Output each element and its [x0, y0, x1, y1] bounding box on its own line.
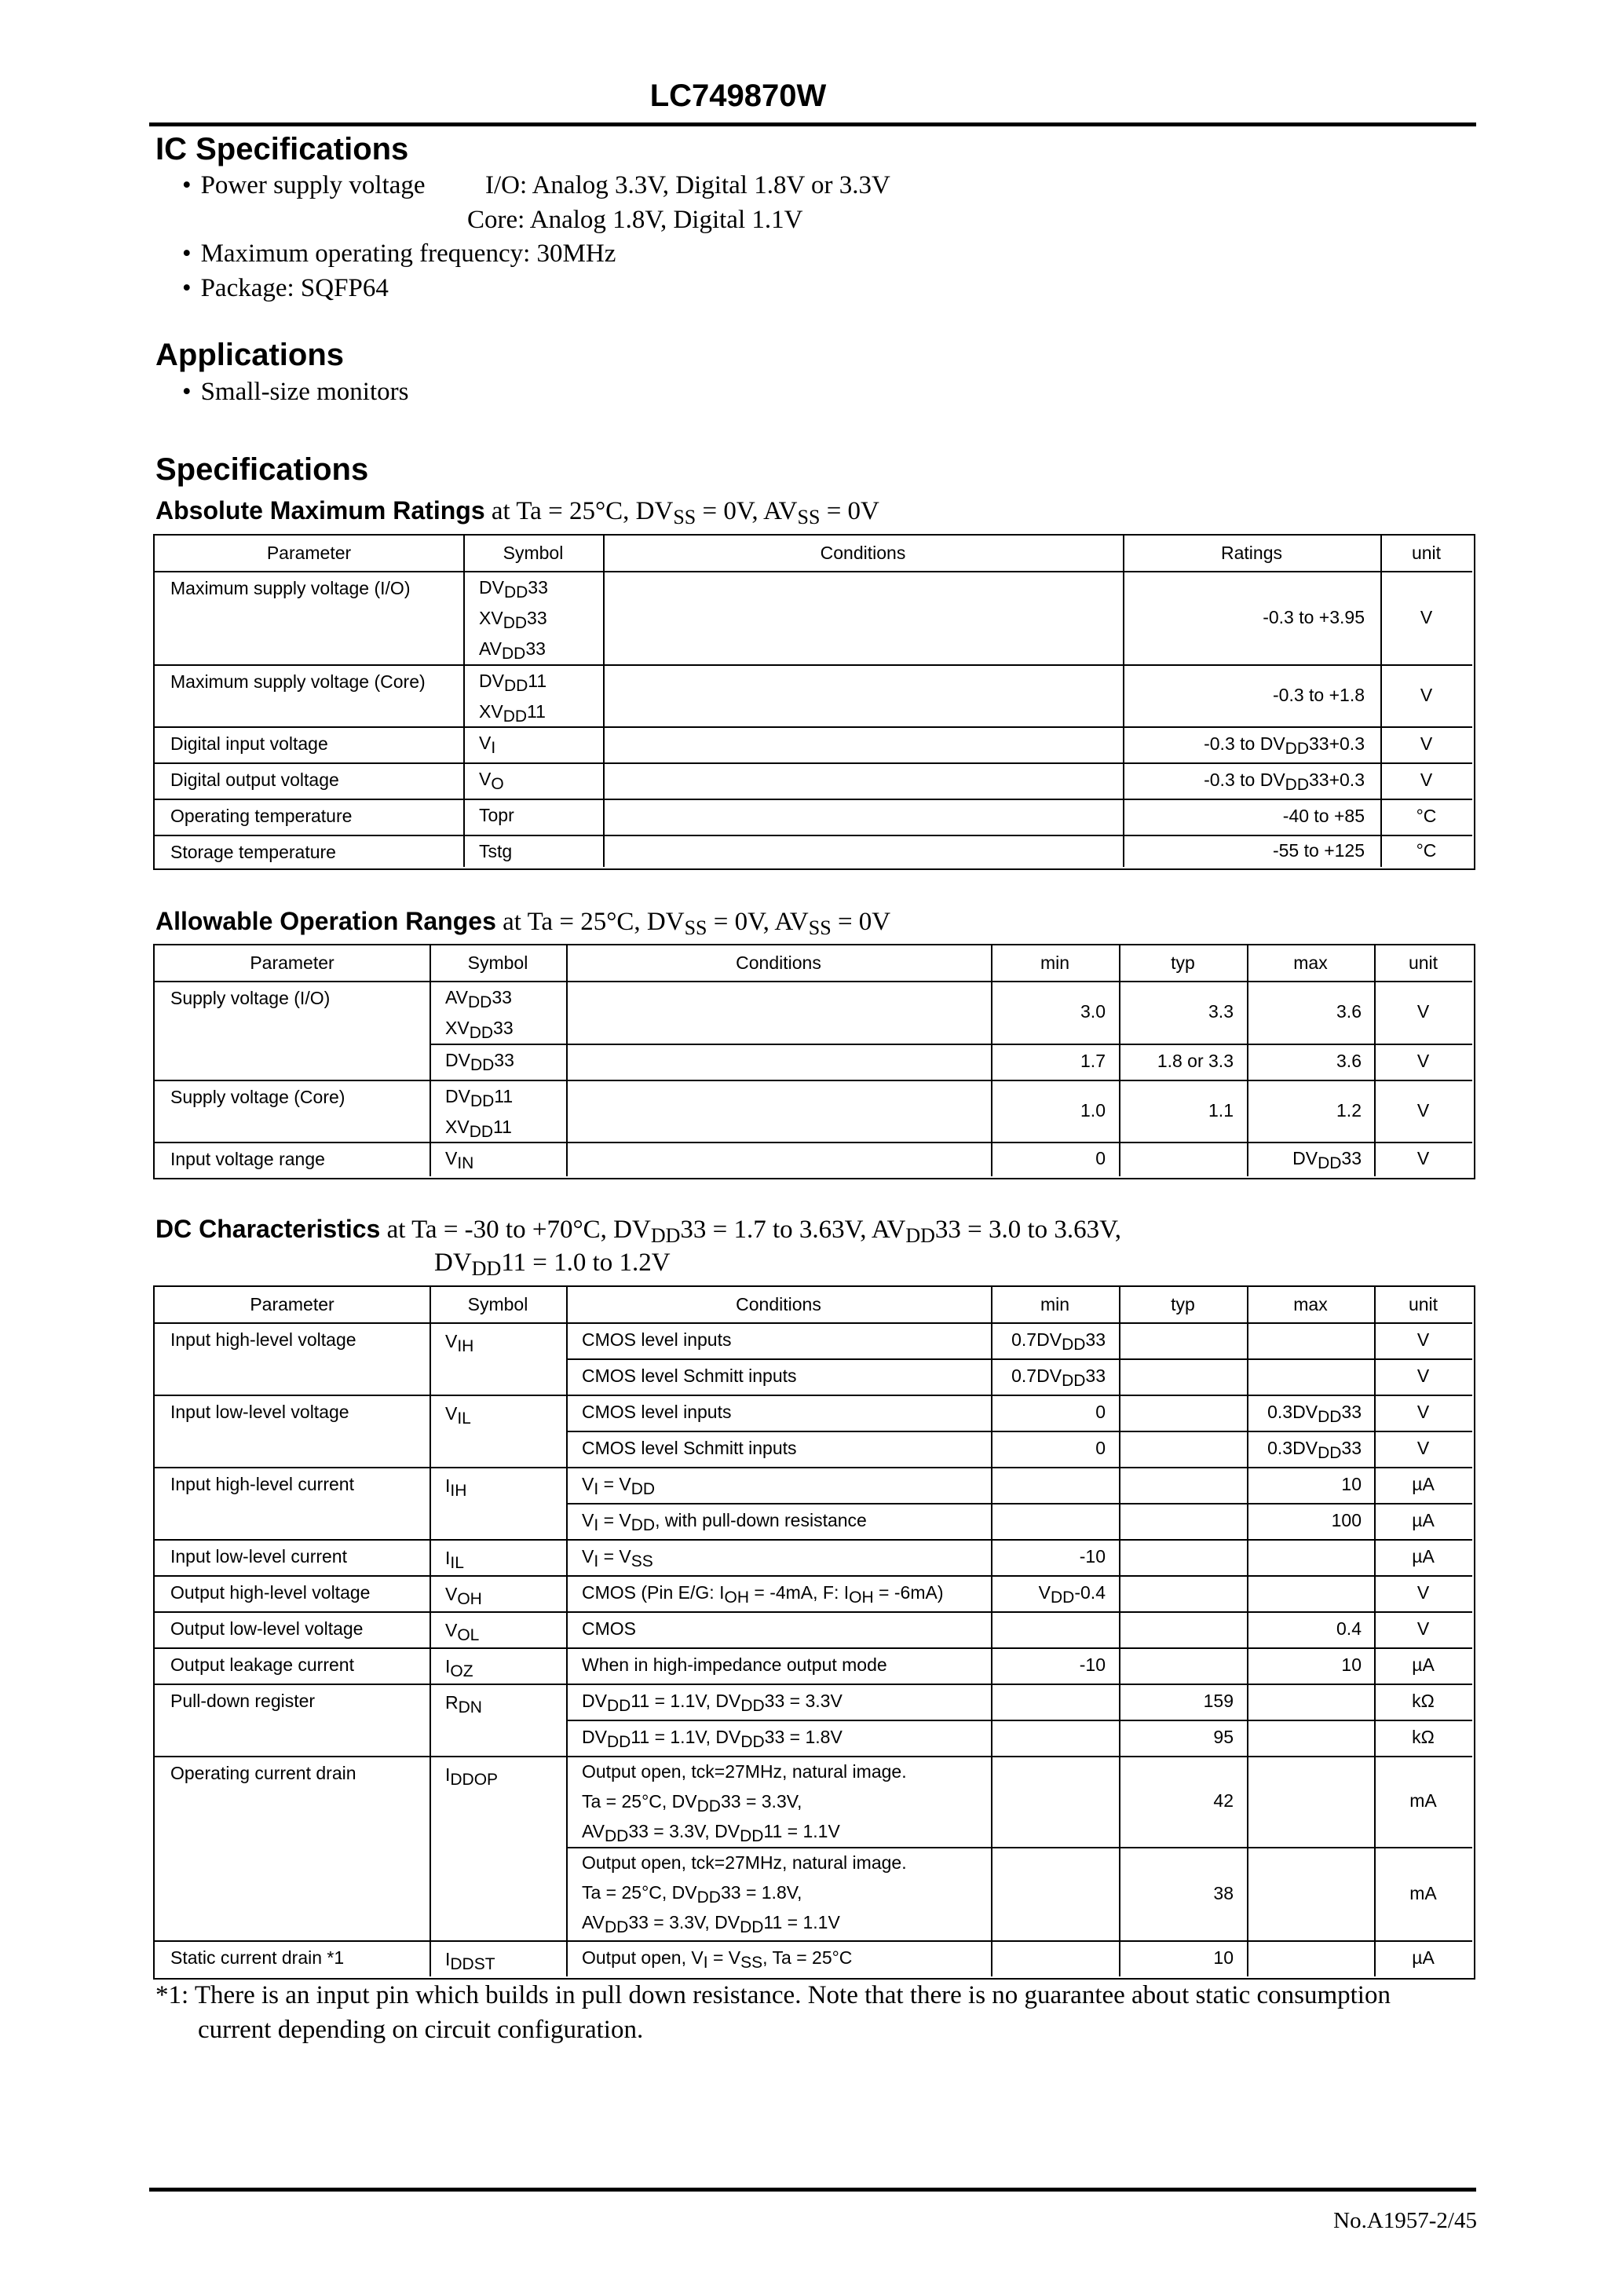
symbol-cell: $I_{IL}$ — [445, 1548, 464, 1572]
typ-cell: 3.3 — [1208, 1001, 1234, 1022]
typ-cell: 1.1 — [1208, 1099, 1234, 1121]
condition-cell: Output open, tck=27MHz, natural image. — [582, 1852, 907, 1873]
min-cell: 1.0 — [1080, 1099, 1106, 1121]
symbol-cell: $I_{IH}$ — [445, 1475, 467, 1500]
package-item: • Package: SQFP64 — [182, 274, 389, 303]
unit-cell: V — [1420, 684, 1433, 705]
param-cell: Operating temperature — [170, 806, 353, 826]
condition-cell: CMOS level inputs — [582, 1402, 732, 1422]
header-parameter: Parameter — [266, 543, 352, 563]
max-cell: $0.3DV_{DD}33$ — [1267, 1438, 1362, 1462]
param-cell: Output leakage current — [170, 1654, 354, 1675]
header-conditions: Conditions — [736, 952, 821, 973]
unit-cell: µA — [1412, 1474, 1435, 1494]
param-cell: Digital input voltage — [170, 733, 328, 754]
max-cell: 3.6 — [1336, 1051, 1362, 1071]
dc-heading — [155, 1215, 1121, 1248]
header-typ: typ — [1171, 1294, 1195, 1314]
symbol-cell: $I_{DDOP}$ — [445, 1764, 499, 1789]
min-cell: -10 — [1079, 1546, 1106, 1567]
max-cell: 0.4 — [1336, 1618, 1362, 1639]
condition-cell: $V_I = V_{DD}$, with pull-down resistance — [582, 1510, 867, 1534]
symbol-cell: $V_{OL}$ — [445, 1620, 480, 1644]
header-conditions: Conditions — [820, 543, 906, 563]
specifications-heading: Specifications — [155, 452, 369, 487]
unit-cell: °C — [1416, 839, 1437, 861]
abs-max-heading — [155, 496, 879, 529]
condition-cell: CMOS level Schmitt inputs — [582, 1366, 797, 1386]
condition-cell: Ta = 25°C, $DV_{DD}33 = 1.8V$, — [582, 1882, 802, 1907]
header-parameter: Parameter — [250, 952, 334, 973]
symbol-cell: $AV_{DD}33$ — [479, 638, 546, 663]
typ-cell: 42 — [1213, 1790, 1234, 1811]
column-divider — [566, 1287, 568, 1976]
header-rule — [149, 122, 1476, 126]
row-divider — [155, 1080, 1472, 1081]
unit-cell: V — [1420, 770, 1433, 790]
min-cell: 3.0 — [1080, 1001, 1106, 1022]
applications-heading: Applications — [155, 338, 345, 372]
condition-cell: $V_I = V_{SS}$ — [582, 1546, 653, 1570]
unit-cell: µA — [1412, 1947, 1435, 1968]
symbol-cell: $R_{DN}$ — [445, 1692, 482, 1717]
unit-cell: V — [1416, 1438, 1430, 1458]
condition-cell: $DV_{DD}11 = 1.1V$, $DV_{DD}33 = 3.3V$ — [582, 1691, 843, 1715]
param-cell: Input low-level voltage — [170, 1402, 349, 1422]
param-cell: Input high-level current — [170, 1474, 354, 1494]
rating-cell: -0.3 to $DV_{DD}33+0.3$ — [1204, 770, 1365, 794]
unit-cell: kΩ — [1412, 1691, 1435, 1711]
min-cell: 1.7 — [1080, 1051, 1106, 1071]
typ-cell: 95 — [1213, 1727, 1234, 1747]
power-supply-label: • Power supply voltage — [182, 171, 426, 200]
header-unit: unit — [1408, 1294, 1438, 1314]
unit-cell: V — [1416, 1001, 1430, 1022]
param-cell: Input voltage range — [170, 1149, 325, 1169]
condition-cell: $AV_{DD}33 = 3.3V$, $DV_{DD}11 = 1.1V$ — [582, 1821, 840, 1845]
condition-cell: Output open, tck=27MHz, natural image. — [582, 1761, 907, 1782]
unit-cell: V — [1416, 1618, 1430, 1639]
symbol-cell: $XV_{DD}33$ — [479, 608, 547, 632]
row-divider — [155, 1684, 1472, 1685]
condition-cell: $V_I = V_{DD}$ — [582, 1474, 656, 1498]
row-divider — [155, 981, 1472, 982]
min-cell: $V_{DD}-0.4$ — [1038, 1582, 1106, 1607]
unit-cell: V — [1420, 606, 1433, 627]
header-parameter: Parameter — [250, 1294, 334, 1314]
row-divider — [155, 1647, 1472, 1649]
abs-max-table — [153, 534, 1475, 870]
header-symbol: Symbol — [467, 952, 528, 973]
symbol-cell: $XV_{DD}11$ — [445, 1117, 512, 1141]
unit-cell: °C — [1416, 806, 1437, 826]
symbol-cell: Topr — [479, 805, 514, 825]
footnote-line-2: current depending on circuit configuration. — [198, 2016, 644, 2044]
page-number: No.A1957-2/45 — [1333, 2208, 1477, 2233]
condition-cell: CMOS level Schmitt inputs — [582, 1438, 797, 1458]
rating-cell: -55 to +125 — [1272, 839, 1365, 861]
param-cell: Operating current drain — [170, 1763, 356, 1783]
unit-cell: V — [1416, 1329, 1430, 1350]
symbol-cell: $I_{OZ}$ — [445, 1656, 473, 1680]
unit-cell: µA — [1412, 1654, 1435, 1675]
unit-cell: µA — [1412, 1546, 1435, 1567]
column-divider — [430, 1287, 431, 1976]
unit-cell: µA — [1412, 1510, 1435, 1530]
row-divider — [155, 1395, 1472, 1396]
condition-cell: When in high-impedance output mode — [582, 1654, 887, 1675]
column-divider — [603, 536, 605, 867]
param-cell: Input high-level voltage — [170, 1329, 356, 1350]
unit-cell: V — [1416, 1099, 1430, 1121]
condition-cell: CMOS (Pin E/G: $I_{OH} = -4mA$, F: $I_{OH} = -6mA$) — [582, 1582, 944, 1607]
power-io-spec: I/O: Analog 3.3V, Digital 1.8V or 3.3V — [485, 171, 890, 199]
max-cell: 10 — [1341, 1474, 1362, 1494]
min-cell: 0 — [1095, 1148, 1106, 1168]
row-divider — [430, 1044, 1472, 1045]
ic-spec-heading: IC Specifications — [155, 132, 409, 166]
symbol-cell: $DV_{DD}33$ — [445, 1050, 514, 1074]
header-typ: typ — [1171, 952, 1195, 973]
footnote-line-1: *1: There is an input pin which builds in pull down resistance. Note that there is no guarantee about static consumption — [155, 1981, 1391, 2009]
typ-cell: 10 — [1213, 1947, 1234, 1968]
unit-cell: V — [1416, 1051, 1430, 1071]
typ-cell: 38 — [1213, 1882, 1234, 1903]
unit-cell: mA — [1409, 1790, 1437, 1811]
param-cell: Maximum supply voltage (Core) — [170, 671, 426, 692]
symbol-cell: $V_{OH}$ — [445, 1584, 482, 1608]
header-unit: unit — [1411, 543, 1442, 563]
symbol-cell: $V_{IN}$ — [445, 1148, 474, 1172]
dc-table — [153, 1285, 1475, 1980]
power-core-spec: Core: Analog 1.8V, Digital 1.1V — [467, 206, 803, 234]
symbol-cell: $DV_{DD}11$ — [445, 1086, 514, 1110]
row-divider — [155, 571, 1472, 572]
symbol-cell: $AV_{DD}33$ — [445, 987, 512, 1011]
param-cell: Storage temperature — [170, 842, 336, 862]
footer-rule — [149, 2188, 1476, 2192]
typ-cell: 1.8 or 3.3 — [1157, 1051, 1234, 1071]
unit-cell: V — [1416, 1402, 1430, 1422]
max-cell: 10 — [1341, 1654, 1362, 1675]
unit-cell: V — [1416, 1582, 1430, 1603]
header-unit: unit — [1408, 952, 1438, 973]
part-number-title: LC749870W — [649, 79, 827, 113]
max-cell: $DV_{DD}33$ — [1292, 1148, 1362, 1172]
condition-cell: Output open, $V_I = V_{SS}$, Ta = 25°C — [582, 1947, 853, 1972]
symbol-cell: $I_{DDST}$ — [445, 1949, 495, 1973]
param-cell: Pull-down register — [170, 1691, 316, 1711]
allow-op-conditions: at Ta = 25°C, $DV_{SS} = 0V$, $AV_{SS} = 0V$ — [503, 908, 891, 939]
header-max: max — [1293, 952, 1328, 973]
unit-cell: V — [1420, 733, 1433, 754]
param-cell: Supply voltage (Core) — [170, 1087, 345, 1107]
max-cell: 3.6 — [1336, 1001, 1362, 1022]
header-symbol: Symbol — [467, 1294, 528, 1314]
column-divider — [1119, 1287, 1120, 1976]
header-ratings: Ratings — [1221, 543, 1282, 563]
min-cell: -10 — [1079, 1654, 1106, 1675]
dc-conditions-1: at Ta = -30 to +70°C, $DV_{DD}33 = 1.7$ to 3.63V, $AV_{DD}33 = 3.0$ to 3.63V, — [386, 1216, 1122, 1247]
typ-cell: 159 — [1203, 1691, 1234, 1711]
header-max: max — [1293, 1294, 1328, 1314]
min-cell: 0 — [1095, 1438, 1106, 1458]
row-divider — [155, 726, 1472, 728]
dc-conditions-2: $DV_{DD}11 = 1.0$ to 1.2V — [434, 1249, 671, 1280]
unit-cell: kΩ — [1412, 1727, 1435, 1747]
min-cell: $0.7DV_{DD}33$ — [1011, 1329, 1106, 1354]
unit-cell: mA — [1409, 1882, 1437, 1903]
column-divider — [463, 536, 465, 867]
max-cell: 100 — [1331, 1510, 1362, 1530]
max-cell: $0.3DV_{DD}33$ — [1267, 1402, 1362, 1426]
symbol-cell: $XV_{DD}11$ — [479, 701, 546, 726]
condition-cell: Ta = 25°C, $DV_{DD}33 = 3.3V$, — [582, 1791, 802, 1815]
param-cell: Maximum supply voltage (I/O) — [170, 578, 411, 598]
applications-item: • Small-size monitors — [182, 378, 408, 407]
unit-cell: V — [1416, 1366, 1430, 1386]
row-divider — [155, 1322, 1472, 1324]
max-cell: 1.2 — [1336, 1099, 1362, 1121]
condition-cell: $DV_{DD}11 = 1.1V$, $DV_{DD}33 = 1.8V$ — [582, 1727, 843, 1751]
symbol-cell: $V_{IL}$ — [445, 1403, 471, 1428]
condition-cell: CMOS level inputs — [582, 1329, 732, 1350]
header-min: min — [1040, 952, 1070, 973]
param-cell: Input low-level current — [170, 1546, 347, 1567]
allow-op-heading — [155, 907, 890, 940]
max-freq-item: • Maximum operating frequency: 30MHz — [182, 239, 616, 269]
param-cell: Digital output voltage — [170, 770, 339, 790]
condition-cell: $AV_{DD}33 = 3.3V$, $DV_{DD}11 = 1.1V$ — [582, 1912, 840, 1936]
param-cell: Supply voltage (I/O) — [170, 988, 331, 1008]
symbol-cell: Tstg — [479, 841, 513, 861]
param-cell: Static current drain *1 — [170, 1947, 345, 1968]
header-min: min — [1040, 1294, 1070, 1314]
rating-cell: -0.3 to +1.8 — [1273, 684, 1365, 705]
abs-max-conditions: at Ta = 25°C, $DV_{SS} = 0V$, $AV_{SS} = 0V$ — [491, 497, 879, 528]
rating-cell: -0.3 to $DV_{DD}33+0.3$ — [1204, 733, 1365, 758]
symbol-cell: $DV_{DD}33$ — [479, 577, 548, 601]
abs-max-title: Absolute Maximum Ratings — [155, 496, 485, 525]
symbol-cell: $XV_{DD}33$ — [445, 1018, 514, 1042]
param-cell: Output high-level voltage — [170, 1582, 371, 1603]
min-cell: 0 — [1095, 1402, 1106, 1422]
allow-op-table — [153, 944, 1475, 1179]
symbol-cell: $V_O$ — [479, 769, 504, 793]
header-symbol: Symbol — [503, 543, 564, 563]
allow-op-title: Allowable Operation Ranges — [155, 907, 496, 935]
min-cell: $0.7DV_{DD}33$ — [1011, 1366, 1106, 1390]
unit-cell: V — [1416, 1148, 1430, 1168]
symbol-cell: $V_{IH}$ — [445, 1331, 474, 1355]
symbol-cell: $DV_{DD}11$ — [479, 671, 547, 695]
dc-title: DC Characteristics — [155, 1215, 381, 1243]
rating-cell: -0.3 to +3.95 — [1263, 606, 1365, 627]
row-divider — [155, 664, 1472, 666]
rating-cell: -40 to +85 — [1282, 806, 1365, 826]
symbol-cell: $V_I$ — [479, 733, 496, 757]
condition-cell: CMOS — [582, 1618, 636, 1639]
param-cell: Output low-level voltage — [170, 1618, 364, 1639]
header-conditions: Conditions — [736, 1294, 821, 1314]
